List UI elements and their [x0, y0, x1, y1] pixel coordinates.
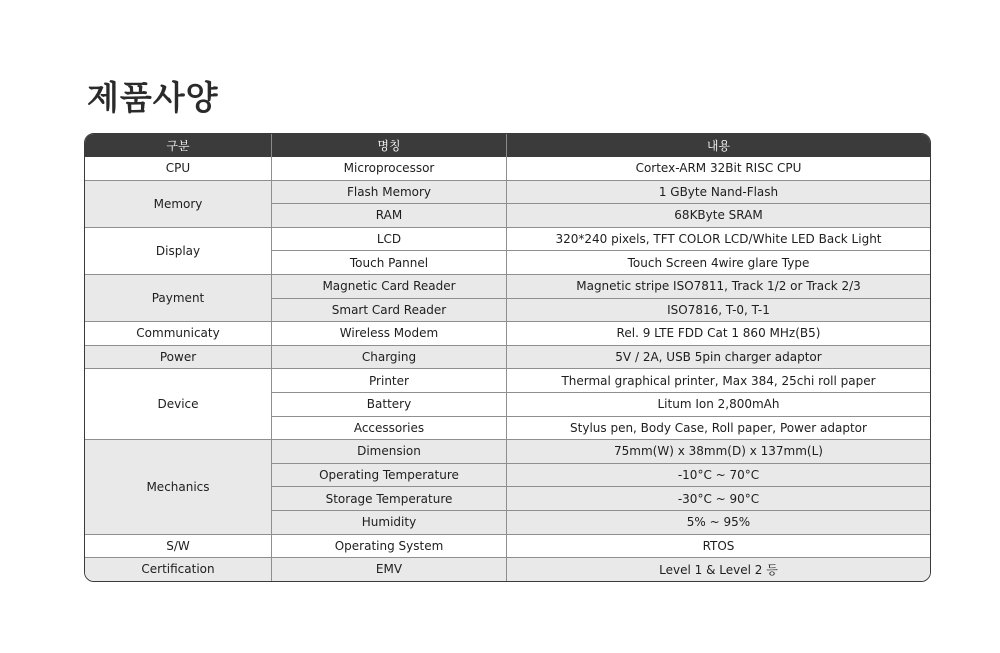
content-cell: 68KByte SRAM	[507, 204, 930, 228]
name-cell: Flash Memory	[272, 181, 507, 205]
name-cell: Battery	[272, 393, 507, 417]
content-cell: 1 GByte Nand-Flash	[507, 181, 930, 205]
content-cell: Magnetic stripe ISO7811, Track 1/2 or Track 2/3	[507, 275, 930, 299]
name-cell: Dimension	[272, 440, 507, 464]
category-cell: Memory	[85, 181, 272, 228]
table-row	[85, 369, 930, 393]
content-cell: Cortex-ARM 32Bit RISC CPU	[507, 157, 930, 181]
content-cell: Rel. 9 LTE FDD Cat 1 860 MHz(B5)	[507, 322, 930, 346]
table-header-row	[85, 134, 930, 157]
content-cell: -10°C ~ 70°C	[507, 464, 930, 488]
header-name: 명칭	[272, 134, 507, 157]
category-cell: Communicaty	[85, 322, 272, 346]
content-cell: RTOS	[507, 535, 930, 559]
category-cell: Display	[85, 228, 272, 275]
category-cell: Power	[85, 346, 272, 370]
category-cell: Mechanics	[85, 440, 272, 534]
name-cell: Printer	[272, 369, 507, 393]
category-cell: Device	[85, 369, 272, 440]
content-cell: Litum Ion 2,800mAh	[507, 393, 930, 417]
table-row	[85, 535, 930, 559]
category-cell: S/W	[85, 535, 272, 559]
name-cell: Smart Card Reader	[272, 299, 507, 323]
name-cell: Accessories	[272, 417, 507, 441]
name-cell: EMV	[272, 558, 507, 581]
table-row	[85, 346, 930, 370]
content-cell: 75mm(W) x 38mm(D) x 137mm(L)	[507, 440, 930, 464]
name-cell: Microprocessor	[272, 157, 507, 181]
name-cell: Humidity	[272, 511, 507, 535]
page-title: 제품사양	[87, 78, 219, 117]
content-cell: 5V / 2A, USB 5pin charger adaptor	[507, 346, 930, 370]
content-cell: Stylus pen, Body Case, Roll paper, Power adaptor	[507, 417, 930, 441]
content-cell: Level 1 & Level 2 등	[507, 558, 930, 581]
name-cell: Operating System	[272, 535, 507, 559]
spec-table	[84, 133, 931, 582]
category-cell: CPU	[85, 157, 272, 181]
header-content: 내용	[507, 134, 930, 157]
table-row	[85, 558, 930, 581]
table-row	[85, 322, 930, 346]
header-category: 구분	[85, 134, 272, 157]
category-cell: Certification	[85, 558, 272, 581]
name-cell: RAM	[272, 204, 507, 228]
name-cell: LCD	[272, 228, 507, 252]
table-body	[85, 157, 930, 581]
name-cell: Wireless Modem	[272, 322, 507, 346]
name-cell: Operating Temperature	[272, 464, 507, 488]
content-cell: 5% ~ 95%	[507, 511, 930, 535]
table-row	[85, 228, 930, 252]
name-cell: Charging	[272, 346, 507, 370]
category-cell: Payment	[85, 275, 272, 322]
name-cell: Storage Temperature	[272, 487, 507, 511]
content-cell: -30°C ~ 90°C	[507, 487, 930, 511]
name-cell: Touch Pannel	[272, 251, 507, 275]
table-row	[85, 157, 930, 181]
table-row	[85, 181, 930, 205]
content-cell: Thermal graphical printer, Max 384, 25chi roll paper	[507, 369, 930, 393]
table-row	[85, 440, 930, 464]
name-cell: Magnetic Card Reader	[272, 275, 507, 299]
table-row	[85, 275, 930, 299]
content-cell: ISO7816, T-0, T-1	[507, 299, 930, 323]
content-cell: 320*240 pixels, TFT COLOR LCD/White LED Back Light	[507, 228, 930, 252]
content-cell: Touch Screen 4wire glare Type	[507, 251, 930, 275]
